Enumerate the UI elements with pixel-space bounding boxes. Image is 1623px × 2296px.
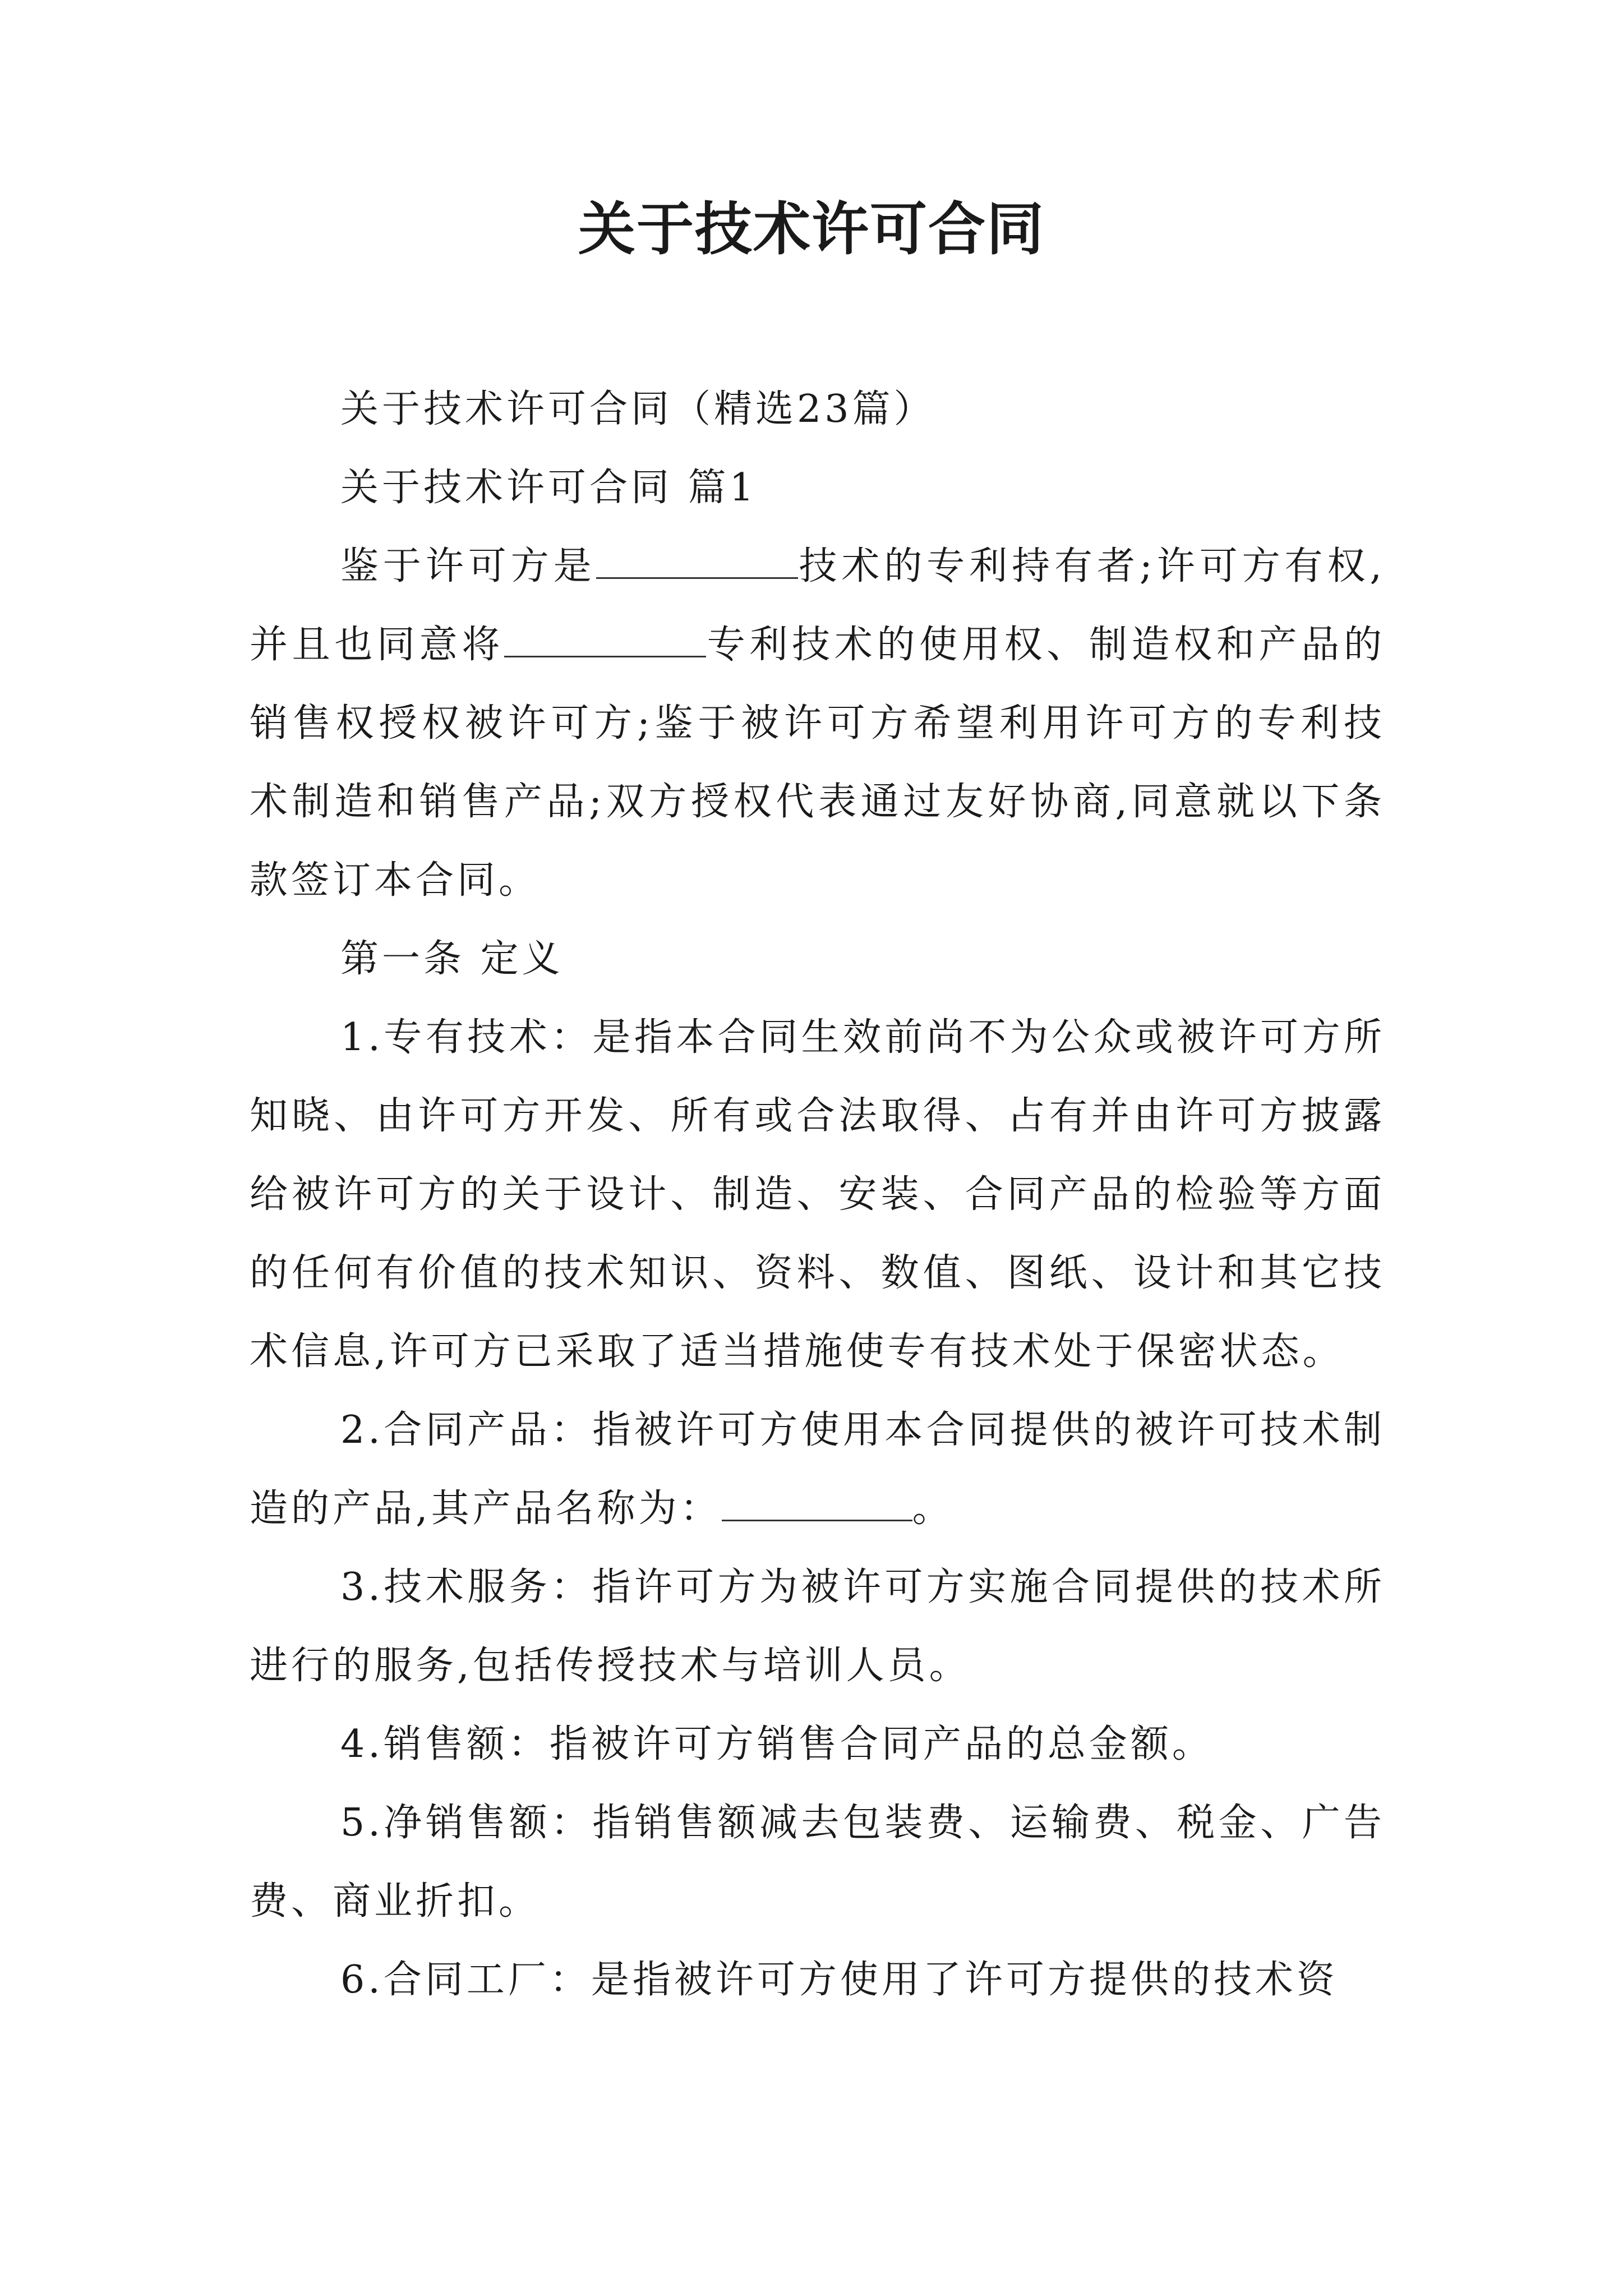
definition-5: 5.净销售额：指销售额减去包装费、运输费、税金、广告费、商业折扣。 [250, 1801, 1385, 1924]
fill-in-blank [722, 1487, 912, 1521]
preamble-paragraph [250, 527, 1385, 920]
definition-2-end: 。 [912, 1487, 954, 1531]
preamble-text-3: 专利技术的使用权、制造权和产品的销售权授权被许可方;鉴于被许可方希望利用许可方的专利技术制造和销售产品;双方授权代表通过友好协商,同意就以下条款签订本合同。 [250, 623, 1385, 903]
document-title: 关于技术许可合同 [578, 196, 1045, 263]
preamble-text-2: 技术的专利持有者;许可方有权,并且也同意将 [250, 544, 1385, 667]
article-heading: 第一条 定义 [340, 937, 564, 981]
definition-2 [250, 1391, 1385, 1548]
definition-3: 3.技术服务：指许可方为被许可方实施合同提供的技术所进行的服务,包括传授技术与培训人员。 [250, 1565, 1385, 1688]
preamble-text-1: 鉴于许可方是 [340, 544, 596, 588]
section-heading: 关于技术许可合同 篇1 [340, 466, 757, 510]
definition-4: 4.销售额：指被许可方销售合同产品的总金额。 [340, 1722, 1214, 1766]
fill-in-blank [596, 545, 798, 579]
definition-1: 1.专有技术：是指本合同生效前尚不为公众或被许可方所知晓、由许可方开发、所有或合法取得、占有并由许可方披露给被许可方的关于设计、制造、安装、合同产品的检验等方面的任何有价值的技术知识、资料、数值、图纸、设计和其它技术信息,许可方已采取了适当措施使专有技术处于保密状态。 [250, 1015, 1385, 1374]
document-subtitle: 关于技术许可合同（精选23篇） [340, 387, 935, 431]
fill-in-blank [504, 623, 706, 657]
document-body [250, 370, 1385, 2019]
definition-2-text: 2.合同产品：指被许可方使用本合同提供的被许可技术制造的产品,其产品名称为： [250, 1408, 1385, 1531]
definition-6: 6.合同工厂：是指被许可方使用了许可方提供的技术资 [340, 1958, 1338, 2002]
